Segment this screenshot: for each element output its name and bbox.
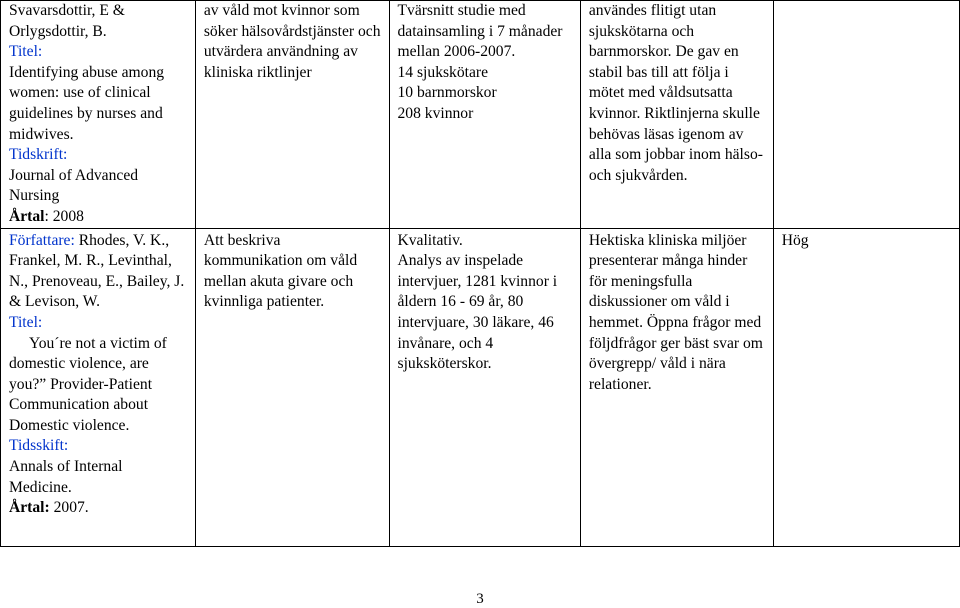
table-row [1,1,960,229]
title-line: Domestic violence. [9,416,130,434]
result-line: presenterar många hinder [588,252,748,270]
result-line: Hektiska kliniska miljöer [588,231,747,249]
result-line: följdfrågor ger bäst svar om [588,334,763,352]
result-line: relationer. [588,375,652,393]
method-line: mellan 2006-2007. [397,43,516,61]
title-line: Communication about [9,396,149,414]
method-line: invånare, och 4 [397,334,494,352]
method-line: intervjuer, 1281 kvinnor i [397,272,558,290]
author-line: & Levison, W. [9,293,100,311]
year-value: 2007. [49,499,89,517]
title-line: You´re not a victim of [29,334,167,352]
year-line [9,498,187,519]
result-line: för meningsfulla [588,272,693,290]
result-line: alla som jobbar inom hälso- [588,146,763,164]
method-line: 10 barnmorskor [397,84,497,102]
journal-label: Tidsskift: [9,437,69,455]
year-label: Årtal: [9,499,50,517]
aim-line: kommunikation om våld [203,252,358,270]
method-line: Analys av inspelade [397,252,524,270]
result-line: behövas läsas igenom av [588,125,744,143]
aim-line: mellan akuta givare och [203,272,354,290]
result-line: stabil bas till att följa i [588,63,729,81]
journal-label: Tidskrift: [9,146,68,164]
title-line: midwives. [9,125,74,143]
result-line: och sjukvården. [588,166,688,184]
title-label: Titel: [9,313,43,331]
journal-line: Journal of Advanced [9,166,139,184]
cell-method-2 [389,228,580,546]
cell-result-2 [580,228,773,546]
aim-line: söker hälsovårdstjänster och [203,22,381,40]
author-first: Rhodes, V. K., [74,231,170,249]
cell-quality-1 [773,1,959,229]
title-line: domestic violence, are [9,355,149,373]
method-line: Kvalitativ. [397,231,463,249]
author-line: Svavarsdottir, E & [9,2,125,19]
page-number: 3 [476,591,484,607]
method-line: Tvärsnitt studie med [397,2,526,19]
method-line: 208 kvinnor [397,104,474,122]
title-line: women: use of clinical [9,84,151,102]
result-line: användes flitigt utan [588,2,717,19]
method-line: sjuksköterskor. [397,355,492,373]
result-line: hemmet. Öppna frågor med [588,313,762,331]
author-label: Författare: [9,231,75,249]
year-line [9,207,187,228]
quality-value: Hög [781,231,809,249]
author-line: Orlygsdottir, B. [9,22,107,40]
result-line: mötet med våldsutsatta [588,84,733,102]
cell-quality-2 [773,228,959,546]
title-line: guidelines by nurses and [9,104,163,122]
year-value: : 2008 [44,207,84,225]
title-line: you?” Provider-Patient [9,375,153,393]
cell-study-2 [1,228,196,546]
cell-method-1 [389,1,580,229]
result-line: diskussioner om våld i [588,293,730,311]
year-label: Årtal [9,207,45,225]
method-line: åldern 16 - 69 år, 80 [397,293,524,311]
title-label: Titel: [9,43,43,61]
aim-line: Att beskriva [203,231,281,249]
journal-line: Medicine. [9,478,72,496]
cell-result-1 [580,1,773,229]
aim-line: kliniska riktlinjer [203,63,312,81]
method-line: 14 sjukskötare [397,63,489,81]
journal-line: Annals of Internal [9,458,123,476]
author-line: Frankel, M. R., Levinthal, [9,252,172,270]
title-line: Identifying abuse among [9,63,165,81]
result-line: övergrepp/ våld i nära [588,355,726,373]
result-line: sjukskötarna och [588,22,695,40]
method-line: datainsamling i 7 månader [397,22,563,40]
result-line: barnmorskor. De gav en [588,43,739,61]
aim-line: av våld mot kvinnor som [203,2,360,19]
cell-aim-1 [195,1,389,229]
journal-line: Nursing [9,187,60,205]
aim-line: kvinnliga patienter. [203,293,325,311]
result-line: kvinnor. Riktlinjerna skulle [588,104,760,122]
cell-aim-2 [195,228,389,546]
author-line: N., Prenoveau, E., Bailey, J. [9,272,185,290]
cell-study-1 [1,1,196,229]
table-row [1,228,960,546]
method-line: intervjuare, 30 läkare, 46 [397,313,554,331]
aim-line: utvärdera användning av [203,43,358,61]
author-line [9,231,187,252]
